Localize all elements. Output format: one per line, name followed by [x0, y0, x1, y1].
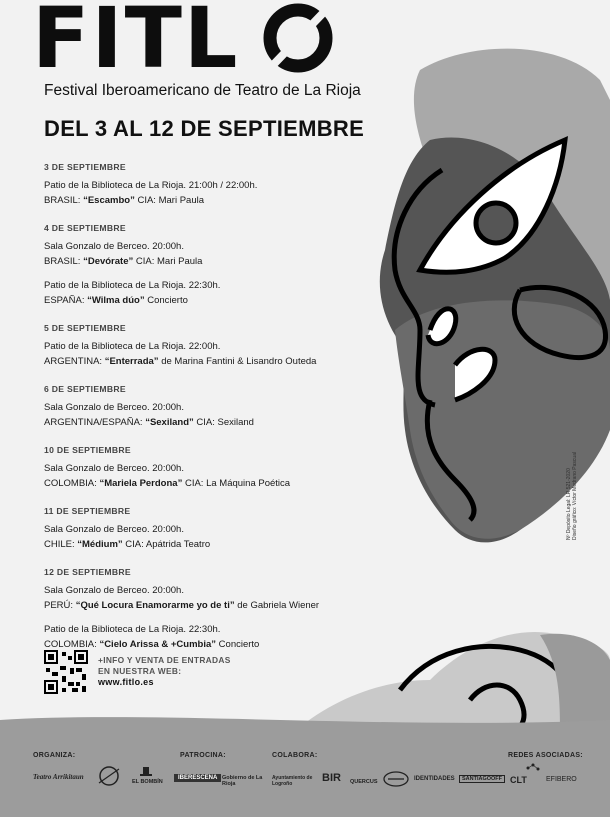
program-event — [44, 461, 374, 491]
event-show — [44, 193, 374, 208]
design-credit: Diseño gráfico: Víctor Medrano Pascual — [572, 451, 578, 540]
event-venue: Sala Gonzalo de Berceo. 20:00h. — [44, 463, 184, 474]
patrocina-label: PATROCINA: — [180, 752, 226, 759]
event-title: “Qué Locura Enamorarme yo de ti” — [75, 600, 235, 611]
event-company: CIA: Apátrida Teatro — [122, 539, 211, 550]
program-event — [44, 622, 374, 652]
event-show — [44, 537, 374, 552]
logo-o-mark — [262, 2, 334, 74]
event-country: ARGENTINA/ESPAÑA: — [44, 417, 146, 428]
program-day — [44, 567, 374, 652]
event-venue: Patio de la Biblioteca de La Rioja. 22:30h. — [44, 624, 221, 635]
sponsors-footer — [0, 735, 610, 817]
event-title: “Sexiland” — [145, 417, 194, 428]
sponsor-logo: Gobierno de La Rioja — [222, 775, 263, 787]
event-show — [44, 354, 374, 369]
program-event — [44, 583, 374, 613]
event-show — [44, 476, 374, 491]
sponsor-logo: IDENTIDADES — [414, 776, 455, 782]
event-venue: Patio de la Biblioteca de La Rioja. 21:00h / 22:00h. — [44, 180, 258, 191]
event-country: BRASIL: — [44, 195, 84, 206]
event-country: COLOMBIA: — [44, 478, 100, 489]
sponsor-logo: Teatro Arrikitaun — [33, 773, 84, 781]
event-venue: Sala Gonzalo de Berceo. 20:00h. — [44, 524, 184, 535]
event-show — [44, 254, 374, 269]
event-title: “Devórate” — [83, 256, 134, 267]
sponsor-logo: Ayuntamiento de Logroño — [272, 775, 313, 787]
event-venue: Patio de la Biblioteca de La Rioja. 22:30h. — [44, 280, 221, 291]
info-line: +INFO Y VENTA DE ENTRADAS — [98, 655, 231, 665]
day-title: 4 DE SEPTIEMBRE — [44, 223, 126, 233]
program-day — [44, 162, 374, 208]
event-country: COLOMBIA: — [44, 639, 100, 650]
program-event — [44, 278, 374, 308]
event-company: Concierto — [144, 295, 188, 306]
event-venue: Sala Gonzalo de Berceo. 20:00h. — [44, 402, 184, 413]
event-venue: Sala Gonzalo de Berceo. 20:00h. — [44, 241, 184, 252]
legal-deposit: Nº Depósito Legal: LR 521-2020 — [566, 468, 572, 540]
network-dots-icon — [526, 763, 540, 773]
event-show — [44, 637, 374, 652]
event-country: ESPAÑA: — [44, 295, 88, 306]
sponsor-logo: CLT — [510, 775, 527, 785]
event-company: CIA: Mari Paula — [134, 195, 204, 206]
info-line: EN NUESTRA WEB: — [98, 666, 182, 676]
sponsor-logo: IBERESCENA — [174, 774, 221, 782]
ticket-info — [98, 655, 231, 688]
event-title: “Enterrada” — [104, 356, 159, 367]
day-title: 5 DE SEPTIEMBRE — [44, 323, 126, 333]
sponsor-logo: EFIBERO — [546, 776, 577, 783]
program-list — [44, 162, 374, 667]
event-country: BRASIL: — [44, 256, 84, 267]
event-country: PERÚ: — [44, 600, 76, 611]
program-day — [44, 384, 374, 430]
event-show — [44, 598, 374, 613]
day-title: 6 DE SEPTIEMBRE — [44, 384, 126, 394]
day-title: 11 DE SEPTIEMBRE — [44, 506, 131, 516]
event-country: CHILE: — [44, 539, 78, 550]
event-title: “Wilma dúo” — [87, 295, 145, 306]
event-venue: Sala Gonzalo de Berceo. 20:00h. — [44, 585, 184, 596]
event-show — [44, 293, 374, 308]
program-day — [44, 223, 374, 308]
program-day — [44, 445, 374, 491]
event-country: ARGENTINA: — [44, 356, 105, 367]
program-day — [44, 323, 374, 369]
brand-mark-icon — [383, 771, 409, 787]
event-company: CIA: Mari Paula — [133, 256, 203, 267]
sponsor-logo: EL BOMBÍN — [132, 779, 163, 785]
event-title: “Mariela Perdona” — [99, 478, 183, 489]
event-venue: Patio de la Biblioteca de La Rioja. 22:00h. — [44, 341, 221, 352]
event-company: Concierto — [216, 639, 260, 650]
event-show — [44, 415, 374, 430]
sponsor-logo: SANTIAGOOFF — [459, 775, 505, 783]
day-title: 3 DE SEPTIEMBRE — [44, 162, 126, 172]
event-title: “Cielo Arissa & +Cumbia” — [99, 639, 217, 650]
redes-label: REDES ASOCIADAS: — [508, 752, 583, 759]
program-event — [44, 522, 374, 552]
program-event — [44, 339, 374, 369]
event-company: CIA: La Máquina Poética — [182, 478, 291, 489]
program-event — [44, 178, 374, 208]
program-day — [44, 506, 374, 552]
event-company: de Gabriela Wiener — [234, 600, 320, 611]
festival-subtitle: Festival Iberoamericano de Teatro de La Rioja — [44, 82, 361, 99]
sponsor-logo: BIR — [322, 772, 341, 784]
colabora-label: COLABORA: — [272, 752, 318, 759]
organiza-label: ORGANIZA: — [33, 752, 76, 759]
website-link[interactable]: www.fitlo.es — [98, 677, 154, 687]
logo-text: FITL — [32, 0, 240, 87]
event-company: de Marina Fantini & Lisandro Outeda — [158, 356, 317, 367]
program-event — [44, 400, 374, 430]
program-event — [44, 239, 374, 269]
fitlo-logo — [32, 0, 240, 87]
event-company: CIA: Sexiland — [193, 417, 254, 428]
event-title: “Escambo” — [83, 195, 135, 206]
event-title: “Médium” — [77, 539, 123, 550]
legal-credits — [566, 452, 578, 540]
sponsor-logo: QUERCUS — [350, 779, 378, 785]
hat-icon — [140, 765, 152, 777]
day-title: 12 DE SEPTIEMBRE — [44, 567, 131, 577]
qr-code-icon[interactable] — [44, 650, 88, 694]
festival-dates: DEL 3 AL 12 DE SEPTIEMBRE — [44, 116, 365, 141]
day-title: 10 DE SEPTIEMBRE — [44, 445, 131, 455]
circle-logo-icon — [95, 765, 123, 787]
